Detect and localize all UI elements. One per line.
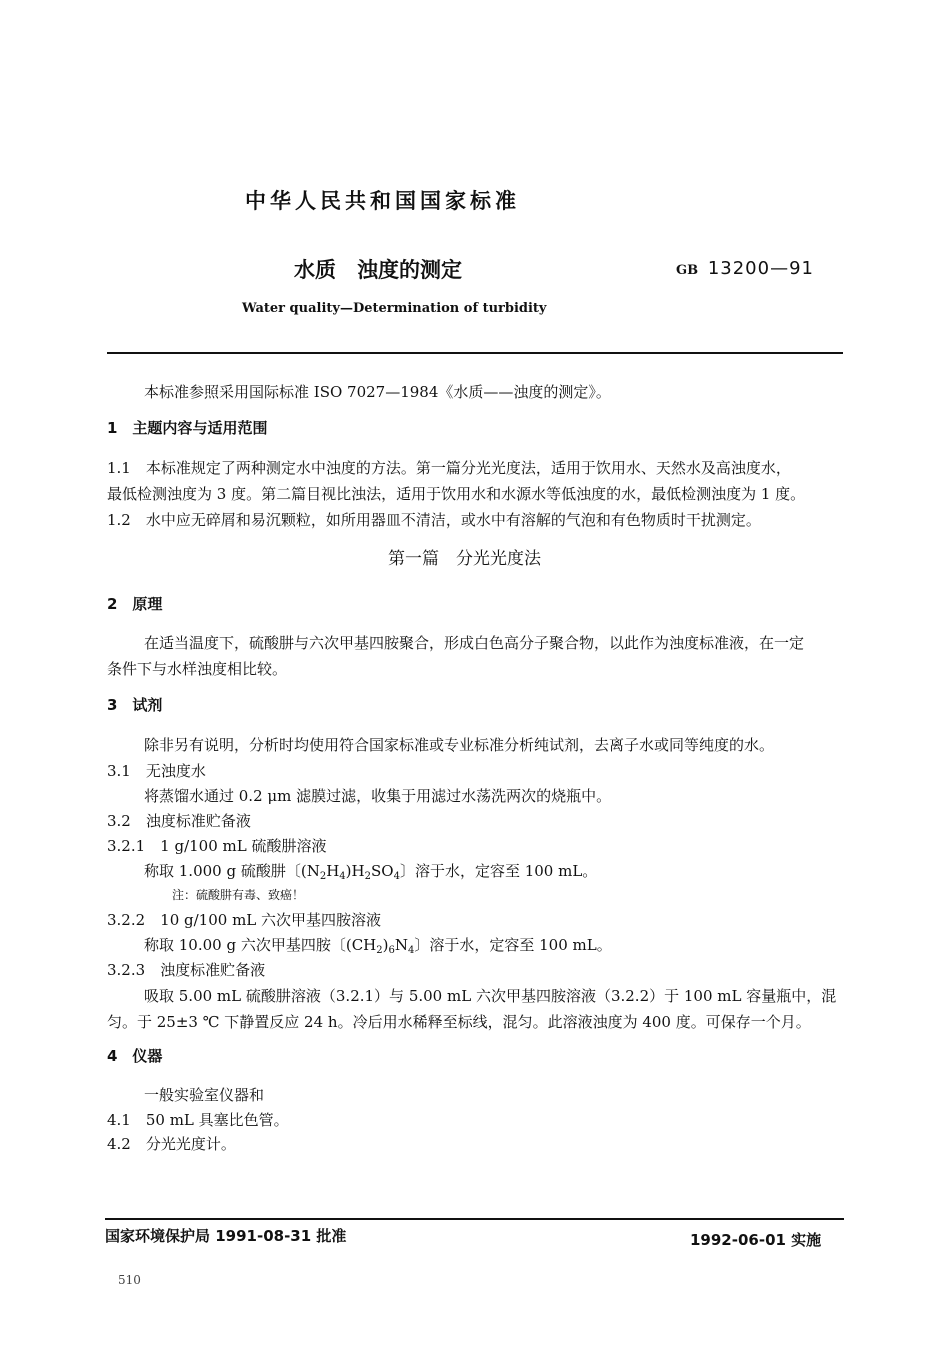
section-3-1-text: 将蒸馏水通过 0.2 μm 滤膜过滤，收集于用滤过水荡洗两次的烧瓶中。 [144,787,612,805]
standard-number: 13200—91 [707,258,814,279]
footer-rule [105,1218,844,1220]
formula-part: N [394,936,408,954]
formula-part: )H [345,862,365,880]
section-3-2-2-text [144,934,612,955]
section-2-line1: 在适当温度下，硫酸肼与六次甲基四胺聚合，形成白色高分子聚合物，以此作为浊度标准液，在一定 [144,634,805,652]
formula-subscript: 2 [376,945,383,956]
page-number: 510 [118,1273,141,1287]
section-4-1: 4.1 50 mL 具塞比色管。 [107,1111,289,1129]
intro-text: 本标准参照采用国际标准 ISO 7027—1984《水质——浊度的测定》。 [144,383,611,401]
section-3-2-1-note: 注：硫酸肼有毒、致癌！ [172,888,305,902]
document-title-cn: 水质 浊度的测定 [294,258,462,282]
org-title: 中华人民共和国国家标准 [245,189,520,213]
section-3-intro: 除非另有说明，分析时均使用符合国家标准或专业标准分析纯试剂，去离子水或同等纯度的水。 [144,736,775,754]
section-3-heading: 3 试剂 [107,696,163,714]
section-3-2-1-heading: 3.2.1 1 g/100 mL 硫酸肼溶液 [107,837,327,855]
section-3-1-heading: 3.1 无浊度水 [107,762,206,780]
section-4-2: 4.2 分光光度计。 [107,1135,236,1153]
formula-part: 〕溶于水，定容至 100 mL。 [414,936,612,954]
formula-subscript: 6 [388,945,395,956]
formula-subscript: 4 [408,945,415,956]
section-3-2-1-text [144,860,597,881]
standard-prefix: GB [676,263,699,278]
formula-part: H [326,862,340,880]
section-2-line2: 条件下与水样浊度相比较。 [107,660,288,678]
section-1-heading: 1 主题内容与适用范围 [107,419,268,437]
formula-part: 〕溶于水，定容至 100 mL。 [399,862,598,880]
section-1-1-line2: 最低检测浊度为 3 度。第二篇目视比浊法，适用于饮用水和水源水等低浊度的水，最低检测浊度为 1 度。 [107,485,806,503]
standard-code [676,258,814,279]
section-3-2-3-line1: 吸取 5.00 mL 硫酸肼溶液（3.2.1）与 5.00 mL 六次甲基四胺溶液（3.2.2）于 100 mL 容量瓶中，混 [144,987,837,1005]
section-3-2-3-line2: 匀。于 25±3 ℃ 下静置反应 24 h。冷后用水稀释至标线，混匀。此溶液浊度为 400 度。可保存一个月。 [107,1013,811,1031]
formula-part: ) [382,936,389,954]
section-2-heading: 2 原理 [107,595,163,613]
approval-date: 国家环境保护局 1991-08-31 批准 [105,1227,347,1245]
formula-subscript: 2 [364,871,371,882]
formula-subscript: 4 [393,871,400,882]
formula-subscript: 4 [339,871,346,882]
section-3-2-2-heading: 3.2.2 10 g/100 mL 六次甲基四胺溶液 [107,911,382,929]
implementation-date: 1992-06-01 实施 [690,1231,822,1249]
section-4-heading: 4 仪器 [107,1047,163,1065]
section-1-2: 1.2 水中应无碎屑和易沉颗粒，如所用器皿不清洁，或水中有溶解的气泡和有色物质时干扰测定。 [107,511,761,529]
part-1-title: 第一篇 分光光度法 [388,549,541,569]
section-3-2-3-heading: 3.2.3 浊度标准贮备液 [107,961,266,979]
section-3-2-heading: 3.2 浊度标准贮备液 [107,812,251,830]
header-rule [107,352,843,354]
formula-part: 称取 10.00 g 六次甲基四胺〔(CH [144,936,377,954]
formula-subscript: 2 [319,871,327,882]
section-4-intro: 一般实验室仪器和 [144,1086,265,1104]
formula-part: 称取 1.000 g 硫酸肼〔(N [144,862,320,880]
section-1-1-line1: 1.1 本标准规定了两种测定水中浊度的方法。第一篇分光光度法，适用于饮用水、天然水及高浊度水， [107,459,791,477]
formula-part: SO [370,862,394,880]
document-title-en: Water quality—Determination of turbidity [242,301,547,316]
